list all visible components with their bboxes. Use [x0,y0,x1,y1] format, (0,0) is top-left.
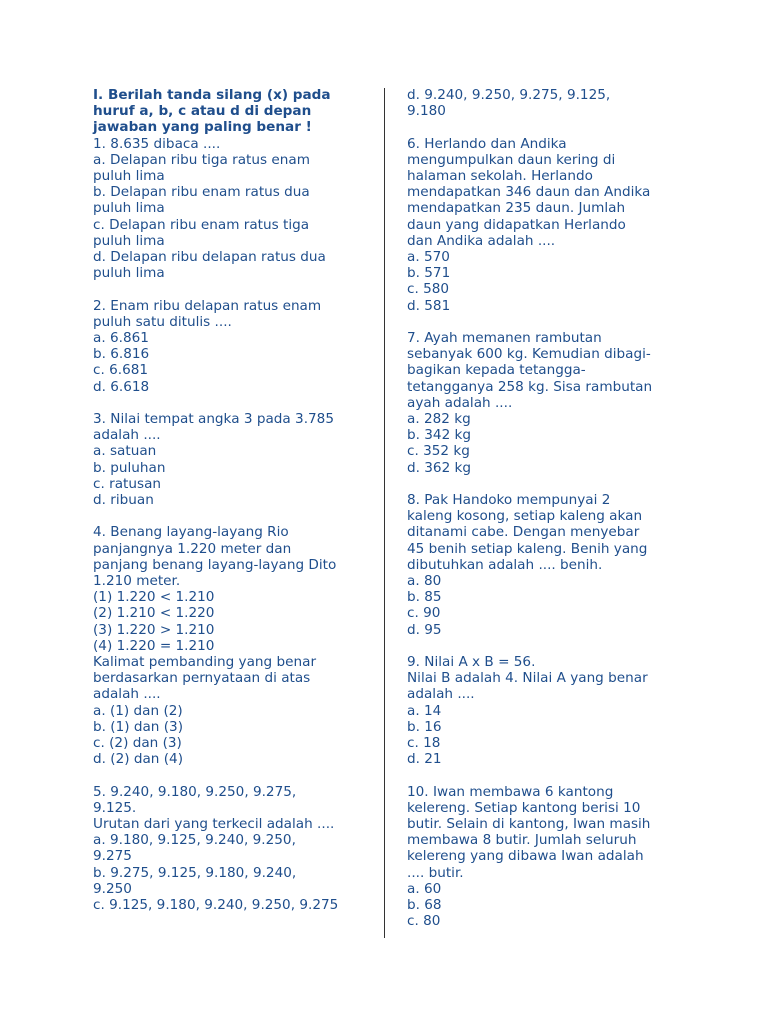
question-line: panjangnya 1.220 meter dan [93,540,292,557]
question-line: 5. 9.240, 9.180, 9.250, 9.275, [93,783,297,800]
question-block [407,784,679,930]
question-line: 9.125. [93,799,137,816]
question-line: d. ribuan [93,492,154,509]
question-line: 1.210 meter. [93,573,181,590]
question-line: a. Delapan ribu tiga ratus enam [93,151,310,168]
question-line: dibutuhkan adalah .... benih. [407,556,603,573]
question-line: puluh lima [93,232,165,249]
question-line: c. Delapan ribu enam ratus tiga [93,216,310,233]
question-line: (2) 1.210 < 1.220 [93,605,215,622]
question-line: b. 85 [407,589,442,606]
question-line: panjang benang layang-layang Dito [93,556,337,573]
question-line: (3) 1.220 > 1.210 [93,621,215,638]
question-block [407,330,679,476]
question-line: b. 571 [407,265,451,282]
question-line: b. puluhan [93,459,166,476]
question-line: Nilai B adalah 4. Nilai A yang benar [407,670,648,687]
question-line: 8. Pak Handoko mempunyai 2 [407,492,611,509]
question-line: mendapatkan 346 daun dan Andika [407,184,651,201]
question-line: 1. 8.635 dibaca .... [93,135,221,152]
question-line: bagikan kepada tetangga- [407,362,586,379]
question-line: berdasarkan pernyataan di atas [93,670,311,687]
header-line: I. Berilah tanda silang (x) pada [93,87,331,103]
question-line: 4. Benang layang-layang Rio [93,524,289,541]
question-line: a. (1) dan (2) [93,702,183,719]
question-line: daun yang didapatkan Herlando [407,216,626,233]
question-line: 9.275 [93,848,132,865]
question-block [93,298,365,395]
question-line: a. 14 [407,702,442,719]
question-line: b. Delapan ribu enam ratus dua [93,184,310,201]
question-line: kelereng yang dibawa Iwan adalah [407,848,644,865]
instruction-header [93,87,365,136]
question-spacer [93,767,365,783]
question-line: puluh lima [93,265,165,282]
question-line: b. 6.816 [93,346,150,363]
right-column [407,87,679,929]
question-line: adalah .... [93,686,161,703]
question-line: Urutan dari yang terkecil adalah .... [93,816,335,833]
question-line: dan Andika adalah .... [407,232,556,249]
question-line: d. 581 [407,297,451,314]
question-block [93,784,365,914]
question-line: a. 80 [407,573,442,590]
question-spacer [93,395,365,411]
question-line: a. satuan [93,443,157,460]
question-line: ayah adalah .... [407,394,513,411]
right-questions [407,87,679,929]
question-line: (4) 1.220 = 1.210 [93,637,215,654]
question-spacer [93,281,365,297]
question-line: 10. Iwan membawa 6 kantong [407,783,614,800]
question-line: puluh lima [93,168,165,185]
question-line: .... butir. [407,864,464,881]
question-line: b. 68 [407,897,442,914]
question-spacer [407,638,679,654]
question-line: tetangganya 258 kg. Sisa rambutan [407,378,653,395]
question-line: mendapatkan 235 daun. Jumlah [407,200,626,217]
question-line: adalah .... [407,686,475,703]
question-line: 9.250 [93,880,132,897]
question-line: c. 18 [407,735,441,752]
question-block [407,87,679,119]
question-line: kelereng. Setiap kantong berisi 10 [407,799,641,816]
question-line: d. 9.240, 9.250, 9.275, 9.125, [407,87,611,103]
question-line: c. 9.125, 9.180, 9.240, 9.250, 9.275 [93,897,339,914]
question-line: c. 90 [407,605,441,622]
question-line: a. 6.861 [93,330,149,347]
question-line: d. 21 [407,751,442,768]
question-line: butir. Selain di kantong, Iwan masih [407,816,651,833]
question-line: membawa 8 butir. Jumlah seluruh [407,832,637,849]
question-line: c. 80 [407,913,441,930]
question-block [93,524,365,767]
question-line: a. 9.180, 9.125, 9.240, 9.250, [93,832,296,849]
question-line: adalah .... [93,427,161,444]
question-line: 9. Nilai A x B = 56. [407,654,536,671]
question-line: a. 282 kg [407,411,471,428]
question-line: halaman sekolah. Herlando [407,168,593,184]
left-questions [93,136,365,914]
question-line: 45 benih setiap kaleng. Benih yang [407,540,648,557]
question-line: a. 570 [407,249,450,266]
question-line: ditanami cabe. Dengan menyebar [407,524,640,541]
question-line: 9.180 [407,103,446,120]
question-line: c. (2) dan (3) [93,735,182,752]
question-line: puluh satu ditulis .... [93,313,232,330]
question-block [407,136,679,314]
question-line: b. (1) dan (3) [93,718,183,735]
header-line: jawaban yang paling benar ! [93,119,312,136]
question-line: c. 6.681 [93,362,149,379]
question-block [407,654,679,767]
question-line: 6. Herlando dan Andika [407,135,567,152]
question-line: b. 9.275, 9.125, 9.180, 9.240, [93,864,297,881]
question-line: 2. Enam ribu delapan ratus enam [93,297,322,314]
question-line: c. 580 [407,281,450,298]
question-spacer [407,476,679,492]
question-line: d. 362 kg [407,459,472,476]
question-line: kaleng kosong, setiap kaleng akan [407,508,643,525]
column-divider [384,88,385,938]
question-line: Kalimat pembanding yang benar [93,654,317,671]
question-line: d. 6.618 [93,378,150,395]
header-line: huruf a, b, c atau d di depan [93,103,312,120]
question-line: sebanyak 600 kg. Kemudian dibagi- [407,346,651,363]
question-line: (1) 1.220 < 1.210 [93,589,215,606]
question-line: d. 95 [407,621,442,638]
question-line: b. 16 [407,718,442,735]
question-block [407,492,679,638]
question-spacer [407,767,679,783]
question-line: puluh lima [93,200,165,217]
question-line: c. ratusan [93,475,162,492]
question-block [93,136,365,282]
question-line: b. 342 kg [407,427,472,444]
question-spacer [407,314,679,330]
question-line: 7. Ayah memanen rambutan [407,330,602,347]
question-line: d. Delapan ribu delapan ratus dua [93,249,326,266]
question-line: a. 60 [407,880,442,897]
question-block [93,411,365,508]
question-line: 3. Nilai tempat angka 3 pada 3.785 [93,411,334,428]
question-spacer [93,508,365,524]
question-line: mengumpulkan daun kering di [407,151,616,168]
question-line: d. (2) dan (4) [93,751,183,768]
question-line: c. 352 kg [407,443,470,460]
left-column [93,87,365,913]
question-spacer [407,119,679,135]
